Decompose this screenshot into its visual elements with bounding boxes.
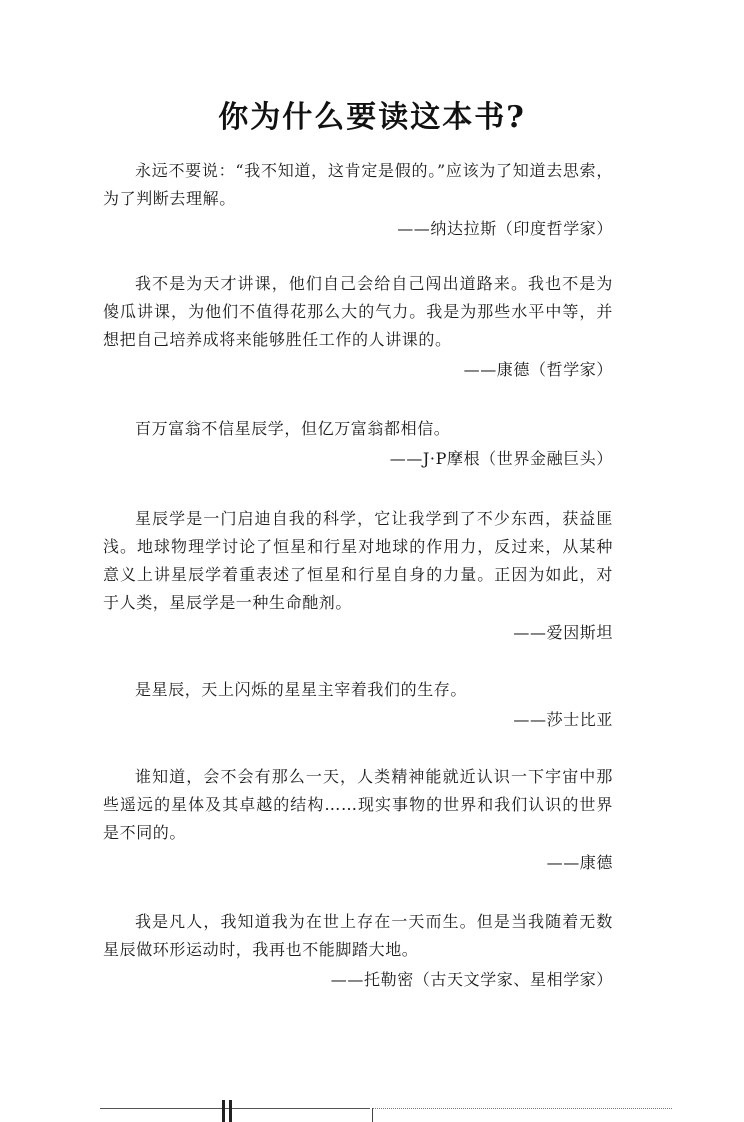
quote-kant-2 [103, 763, 613, 877]
quote-text: 我不是为天才讲课，他们自己会给自己闯出道路来。我也不是为傻瓜讲课，为他们不值得花那么大的气力。我是为那些水平中等，并想把自己培养成将来能够胜任工作的人讲课的。 [103, 274, 613, 349]
bottom-scan-mark [229, 1100, 232, 1122]
quote-text: 我是凡人，我知道我为在世上存在一天而生。但是当我随着无数星辰做环形运动时，我再也不能脚踏大地。 [103, 912, 613, 959]
quote-author: ——康德（哲学家） [463, 360, 613, 379]
quote-text: 是星辰，天上闪烁的星星主宰着我们的生存。 [135, 680, 468, 699]
quote-author: ——爱因斯坦 [513, 623, 613, 642]
quote-author: ——康德 [546, 853, 613, 872]
bottom-scan-rule [100, 1108, 370, 1109]
quote-author: ——J·P摩根（世界金融巨头） [389, 449, 613, 468]
quote-text: 永远不要说：“我不知道，这肯定是假的。”应该为了知道去思索，为了判断去理解。 [103, 161, 613, 208]
quote-text: 星辰学是一门启迪自我的科学，它让我学到了不少东西，获益匪浅。地球物理学讨论了恒星和行星对地球的作用力，反过来，从某种意义上讲星辰学着重表述了恒星和行星自身的力量。正因为如此，对于人类，星辰学是一种生命酏剂。 [103, 509, 613, 612]
bottom-scan-tick [372, 1108, 373, 1122]
bottom-scan-rule-dotted [372, 1108, 672, 1109]
page-title: 你为什么要读这本书? [218, 100, 526, 135]
bottom-scan-mark [222, 1100, 225, 1122]
quote-ptolemy [103, 908, 613, 994]
quote-author: ——莎士比亚 [513, 710, 613, 729]
quote-text: 谁知道，会不会有那么一天，人类精神能就近认识一下宇宙中那些遥远的星体及其卓越的结构……现实事物的世界和我们认识的世界是不同的。 [103, 767, 613, 842]
quote-nadalas [103, 157, 613, 243]
quote-author: ——托勒密（古天文学家、星相学家） [330, 970, 613, 989]
quote-author: ——纳达拉斯（印度哲学家） [397, 219, 613, 238]
quote-kant-1 [103, 270, 613, 384]
quote-morgan [103, 415, 613, 473]
quote-text: 百万富翁不信星辰学，但亿万富翁都相信。 [135, 419, 451, 438]
quote-einstein [103, 505, 613, 647]
quote-shakespeare [103, 676, 613, 734]
